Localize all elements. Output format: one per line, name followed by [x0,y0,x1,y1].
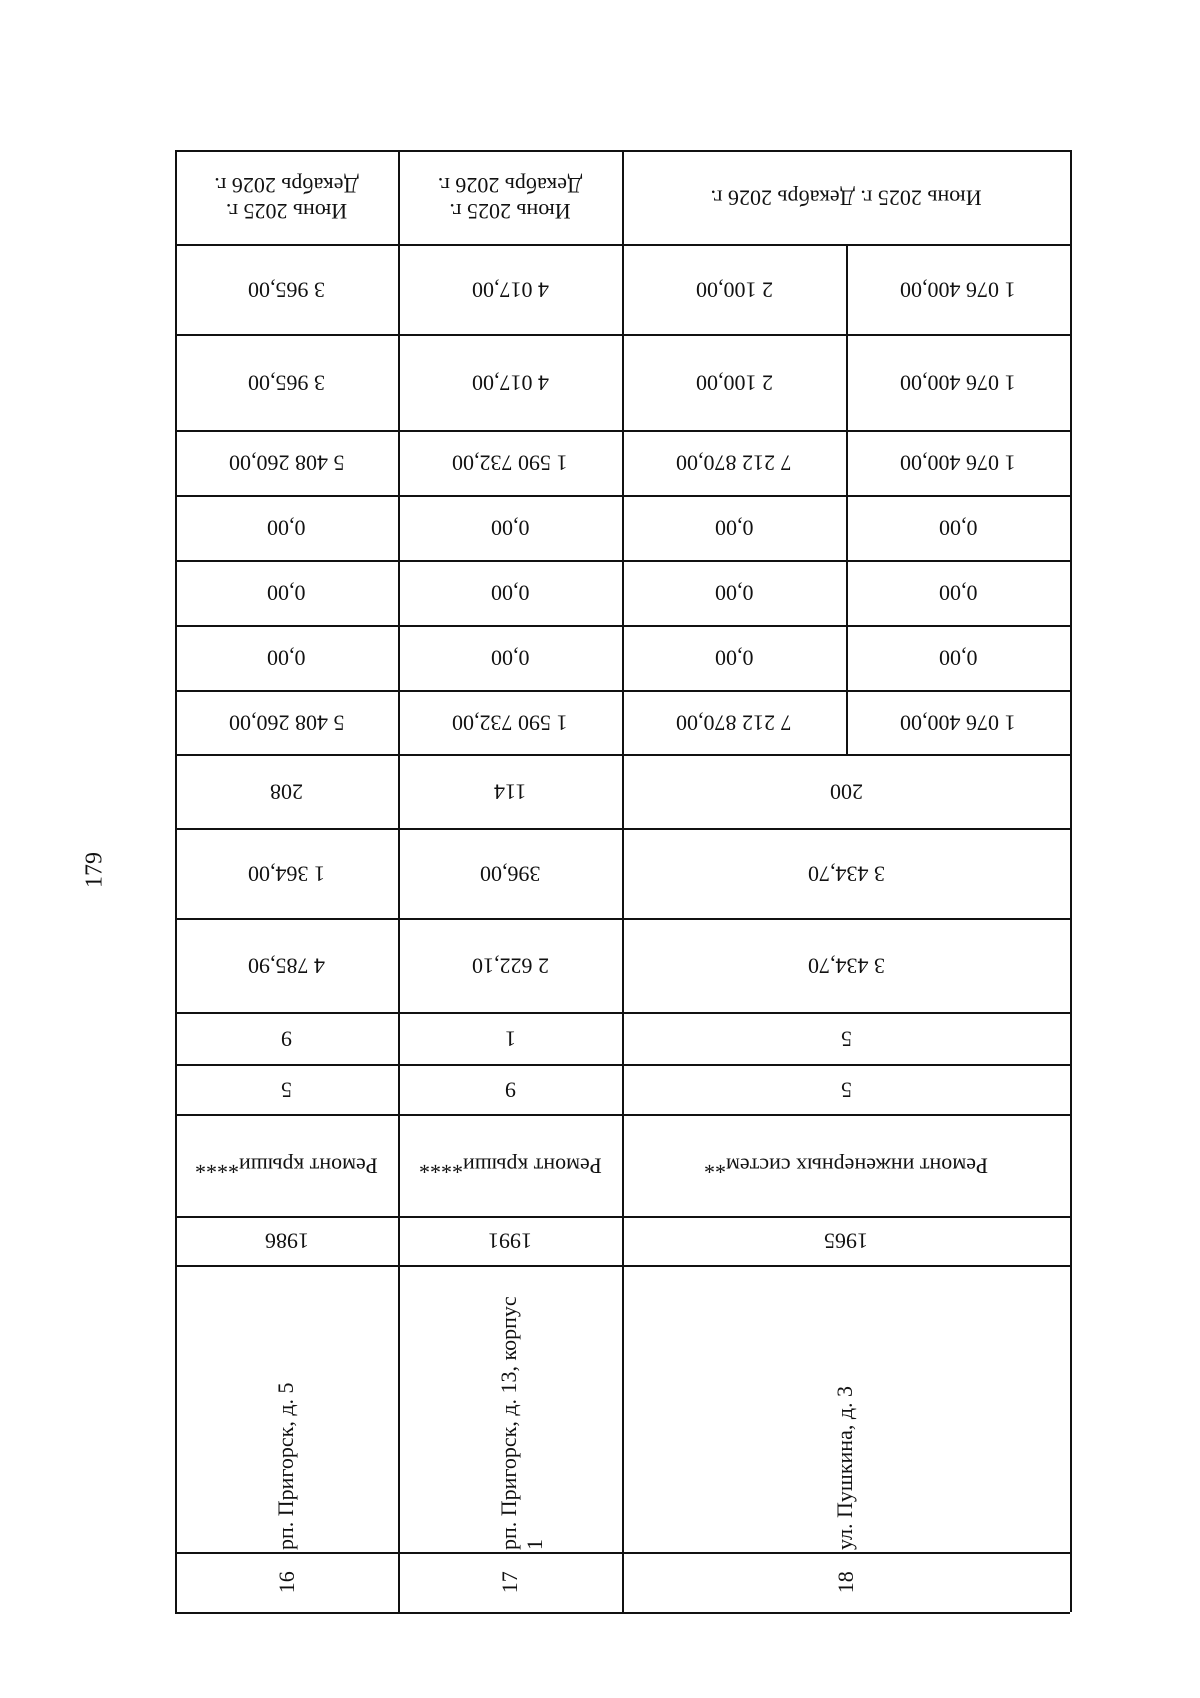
amount-cell-text: 4 017,00 [471,370,549,396]
year-cell [622,1216,1070,1265]
c5-cell [175,1012,398,1064]
c5-cell [398,1012,622,1064]
period-cell-text: Июнь 2025 г. Декабрь 2026 г. [710,185,982,211]
amount-cell [175,625,398,690]
year-cell-text: 1991 [488,1228,532,1254]
period-cell-text: Июнь 2025 г. Декабрь 2026 г. [214,172,359,224]
row-number-cell [622,1552,1070,1612]
c4-cell [622,1064,1070,1114]
amount-cell [846,334,1070,430]
address-cell [398,1265,622,1552]
amount-cell-text: 0,00 [267,645,306,671]
work-cell [622,1114,1070,1216]
c4-cell-text: 5 [281,1077,292,1103]
c6-cell-text: 3 434,70 [807,953,885,979]
c5-cell-text: 9 [281,1026,292,1052]
amount-cell [398,430,622,495]
amount-cell-text: 0,00 [714,580,754,606]
year-cell-text: 1986 [264,1228,309,1254]
row-number-cell-text: 18 [832,1570,858,1593]
c7-cell [175,828,398,918]
amount-cell [175,244,398,334]
c8-cell [622,754,1070,828]
work-cell [398,1114,622,1216]
amount-cell-text: 3 965,00 [248,277,325,303]
amount-cell-text: 7 212 870,00 [676,450,792,476]
c5-cell-text: 1 [504,1026,516,1052]
c8-cell-text: 208 [270,779,303,805]
amount-cell-text: 7 212 870,00 [676,710,792,736]
amount-cell [398,244,622,334]
row-number-cell [175,1552,398,1612]
amount-cell-text: 0,00 [938,645,978,671]
amount-cell [175,430,398,495]
c7-cell [398,828,622,918]
amount-cell-text: 0,00 [490,645,530,671]
address-cell [622,1265,1070,1552]
amount-cell [622,430,846,495]
amount-cell [846,560,1070,625]
amount-cell-text: 0,00 [267,515,306,541]
c6-cell [622,918,1070,1012]
amount-cell [846,244,1070,334]
c7-cell-text: 1 364,00 [248,861,325,887]
amount-cell [846,625,1070,690]
row-number-cell-text: 16 [273,1570,299,1593]
amount-cell [175,334,398,430]
c5-cell-text: 5 [840,1026,852,1052]
amount-cell-text: 0,00 [714,645,754,671]
amount-cell [398,495,622,560]
amount-cell [846,430,1070,495]
amount-cell-text: 1 076 400,00 [900,450,1016,476]
c8-cell [175,754,398,828]
amount-cell-text: 0,00 [938,515,978,541]
amount-cell [175,560,398,625]
c6-cell [398,918,622,1012]
c8-cell [398,754,622,828]
amount-cell [622,625,846,690]
amount-cell [398,625,622,690]
amount-cell [398,690,622,754]
c8-cell-text: 114 [493,779,527,805]
c6-cell-text: 2 622,10 [471,953,549,979]
table-rule [1070,150,1072,1612]
amount-cell-text: 3 965,00 [248,370,325,396]
address-text: рп. Пригорск, д. 5 [272,1382,298,1550]
address-text: ул. Пушкина, д. 3 [832,1385,857,1550]
period-cell [398,150,622,244]
row-number-cell-text: 17 [496,1570,522,1593]
period-cell [175,150,398,244]
amount-cell [846,495,1070,560]
c4-cell-text: 5 [840,1077,852,1103]
amount-cell [398,560,622,625]
c7-cell [622,828,1070,918]
amount-cell-text: 1 590 732,00 [452,450,568,476]
amount-cell [846,690,1070,754]
amount-cell-text: 4 017,00 [471,277,549,303]
amount-cell [622,560,846,625]
address-text: рп. Пригорск, д. 13, корпус 1 [496,1296,548,1550]
c4-cell [398,1064,622,1114]
address-cell [175,1265,398,1552]
year-cell [175,1216,398,1265]
amount-cell-text: 0,00 [938,580,978,606]
amount-cell [398,334,622,430]
year-cell-text: 1965 [824,1228,868,1254]
work-cell-text: Ремонт крыши**** [195,1153,378,1179]
amount-cell-text: 0,00 [490,515,530,541]
work-cell-text: Ремонт крыши**** [418,1153,602,1179]
table-rule [175,1612,1070,1614]
c8-cell-text: 200 [829,779,863,805]
period-cell-text: Июнь 2025 г. Декабрь 2026 г. [437,172,583,224]
amount-cell-text: 5 408 260,00 [228,450,345,476]
work-cell [175,1114,398,1216]
amount-cell [622,690,846,754]
amount-cell-text: 2 100,00 [695,370,773,396]
c5-cell [622,1012,1070,1064]
amount-cell-text: 2 100,00 [695,277,773,303]
c6-cell [175,918,398,1012]
amount-cell-text: 5 408 260,00 [228,710,345,736]
row-number-cell [398,1552,622,1612]
amount-cell-text: 1 076 400,00 [900,710,1016,736]
amount-cell-text: 0,00 [267,580,306,606]
amount-cell-text: 1 076 400,00 [900,277,1016,303]
amount-cell [622,495,846,560]
amount-cell-text: 0,00 [714,515,754,541]
c6-cell-text: 4 785,90 [248,953,325,979]
year-cell [398,1216,622,1265]
amount-cell-text: 0,00 [490,580,530,606]
amount-cell-text: 1 590 732,00 [452,710,568,736]
c4-cell-text: 9 [504,1077,516,1103]
amount-cell [622,244,846,334]
c7-cell-text: 3 434,70 [807,861,885,887]
c4-cell [175,1064,398,1114]
period-cell [622,150,1070,244]
amount-cell-text: 1 076 400,00 [900,370,1016,396]
amount-cell [175,495,398,560]
amount-cell [175,690,398,754]
c7-cell-text: 396,00 [479,861,541,887]
work-cell-text: Ремонт инженерных систем** [704,1153,988,1179]
amount-cell [622,334,846,430]
